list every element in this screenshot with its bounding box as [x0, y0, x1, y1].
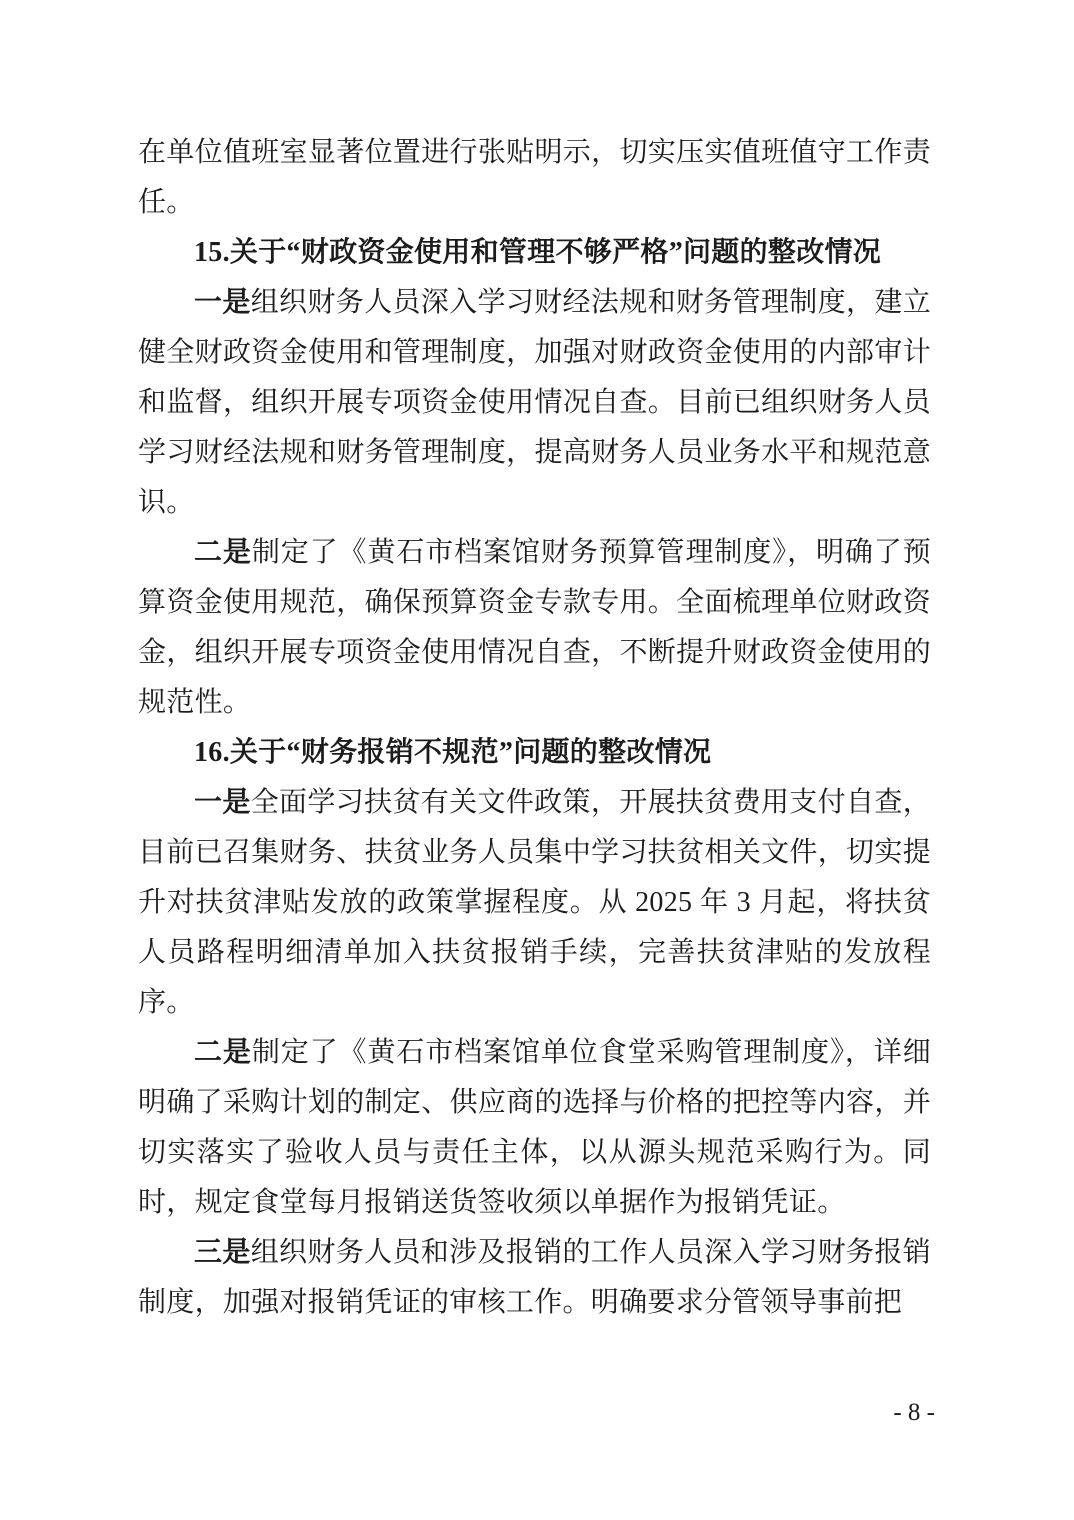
paragraph-text: 组织财务人员和涉及报销的工作人员深入学习财务报销制度，加强对报销凭证的审核工作。明确要求分管领导事前把: [138, 1237, 931, 1318]
section-16-paragraph-1: [138, 778, 931, 1028]
section-16-paragraph-3: [138, 1228, 931, 1328]
paragraph-lead: 一是: [194, 287, 251, 318]
document-body: [138, 128, 931, 1328]
paragraph-lead: 一是: [194, 787, 251, 818]
page-number: - 8 -: [893, 1399, 935, 1426]
paragraph-lead: 二是: [194, 537, 252, 568]
paragraph-text: 全面学习扶贫有关文件政策，开展扶贫费用支付自查，目前已召集财务、扶贫业务人员集中学习扶贫相关文件，切实提升对扶贫津贴发放的政策掌握程度。从 2025 年 3 月起，将扶贫人员路程明细清单加入扶贫报销手续，完善扶贫津贴的发放程序。: [138, 787, 931, 1018]
paragraph-text: 制定了《黄石市档案馆单位食堂采购管理制度》，详细明确了采购计划的制定、供应商的选择与价格的把控等内容，并切实落实了验收人员与责任主体，以从源头规范采购行为。同时，规定食堂每月报销送货签收须以单据作为报销凭证。: [138, 1037, 932, 1218]
paragraph-text: 制定了《黄石市档案馆财务预算管理制度》，明确了预算资金使用规范，确保预算资金专款专用。全面梳理单位财政资金，组织开展专项资金使用情况自查，不断提升财政资金使用的规范性。: [138, 537, 932, 718]
paragraph-lead: 三是: [194, 1237, 251, 1268]
paragraph-lead: 二是: [194, 1037, 252, 1068]
section-16-heading: 16.关于“财务报销不规范”问题的整改情况: [194, 737, 712, 768]
continuation-paragraph: 在单位值班室显著位置进行张贴明示，切实压实值班值守工作责任。: [138, 137, 931, 218]
paragraph-text: 组织财务人员深入学习财经法规和财务管理制度，建立健全财政资金使用和管理制度，加强对财政资金使用的内部审计和监督，组织开展专项资金使用情况自查。目前已组织财务人员学习财经法规和财务管理制度，提高财务人员业务水平和规范意识。: [138, 287, 931, 518]
section-16-paragraph-2: [138, 1028, 931, 1228]
section-15-paragraph-1: [138, 278, 931, 528]
section-15-heading: 15.关于“财政资金使用和管理不够严格”问题的整改情况: [194, 237, 882, 268]
section-15-paragraph-2: [138, 528, 931, 728]
